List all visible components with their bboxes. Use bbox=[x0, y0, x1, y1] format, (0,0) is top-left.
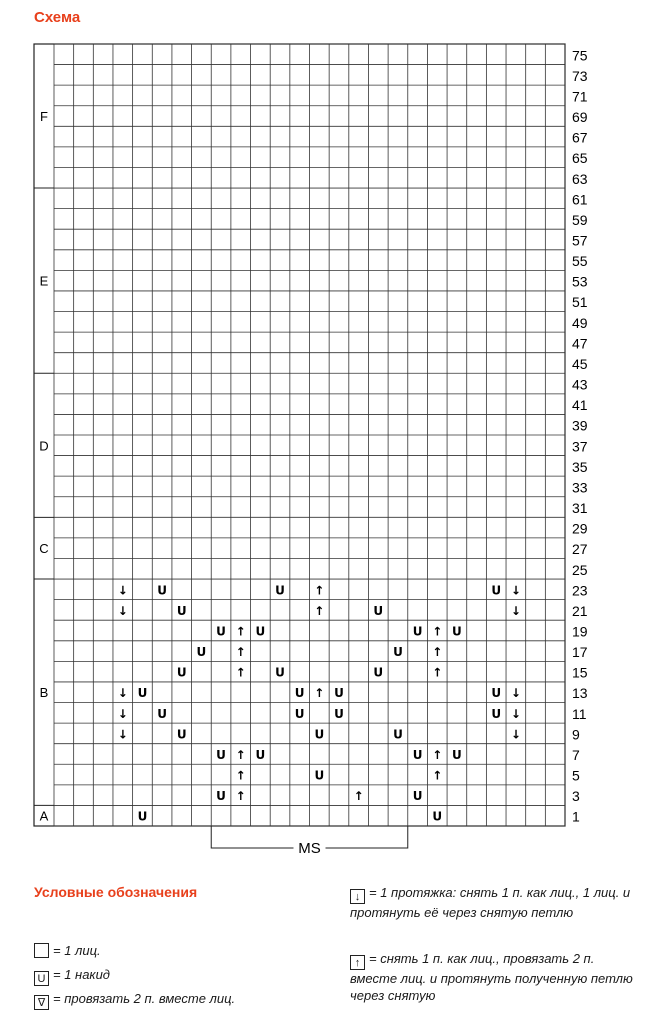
stitch-symbol: ↓ bbox=[510, 686, 521, 701]
stitch-symbol: ↑ bbox=[432, 665, 443, 680]
stitch-symbol: U bbox=[137, 686, 148, 701]
row-number: 25 bbox=[572, 561, 588, 578]
stitch-symbol: U bbox=[275, 583, 285, 598]
stitch-symbol: ↑ bbox=[235, 624, 246, 639]
stitch-symbol: ↑ bbox=[235, 645, 246, 660]
stitch-symbol: ↑ bbox=[432, 624, 443, 639]
stitch-symbol: U bbox=[373, 665, 384, 680]
row-number: 45 bbox=[572, 355, 588, 372]
row-number: 59 bbox=[572, 211, 588, 228]
stitch-symbol: ↓ bbox=[117, 727, 128, 742]
legend-title: Условные обозначения bbox=[34, 884, 198, 900]
stitch-symbol: U bbox=[176, 665, 187, 680]
row-number: 43 bbox=[572, 376, 588, 393]
stitch-symbol: U bbox=[255, 624, 266, 639]
stitch-symbol: U bbox=[216, 624, 226, 639]
row-number: 23 bbox=[572, 582, 588, 599]
stitch-symbol: U bbox=[334, 686, 344, 701]
stitch-symbol: U bbox=[491, 686, 502, 701]
row-number: 17 bbox=[572, 644, 588, 661]
stitch-symbol: U bbox=[452, 747, 462, 762]
row-number: 39 bbox=[572, 417, 588, 434]
stitch-symbol: ↓ bbox=[117, 583, 128, 598]
stitch-symbol: U bbox=[314, 768, 325, 783]
stitch-symbol: U bbox=[216, 747, 226, 762]
stitch-symbol: ↓ bbox=[117, 603, 128, 618]
section-label: B bbox=[39, 685, 49, 701]
knit-stitch-icon bbox=[34, 943, 49, 958]
stitch-symbol: U bbox=[137, 809, 148, 824]
stitch-symbol: ↑ bbox=[353, 789, 364, 804]
stitch-symbol: ↑ bbox=[314, 603, 325, 618]
stitch-symbol: U bbox=[432, 809, 443, 824]
stitch-symbol: ↓ bbox=[117, 706, 128, 721]
stitch-symbol: U bbox=[157, 706, 167, 721]
stitch-symbol: ↑ bbox=[235, 768, 246, 783]
row-number: 11 bbox=[572, 705, 587, 722]
section-label: F bbox=[40, 109, 48, 125]
row-number: 31 bbox=[572, 500, 588, 517]
row-number: 21 bbox=[572, 602, 588, 619]
row-number: 1 bbox=[572, 808, 580, 825]
row-number: 65 bbox=[572, 150, 588, 167]
row-number: 67 bbox=[572, 129, 588, 146]
row-number: 15 bbox=[572, 664, 588, 681]
legend-sk2p: ↑ = снять 1 п. как лиц., провязать 2 п. вместе лиц. и протянуть полученную петлю через снятую bbox=[350, 951, 633, 1003]
legend-ssk: ↓ = 1 протяжка: снять 1 п. как лиц., 1 лиц. и протянуть её через снятую петлю bbox=[350, 885, 631, 920]
row-number: 29 bbox=[572, 520, 588, 537]
stitch-symbol: U bbox=[491, 706, 502, 721]
stitch-symbol: U bbox=[196, 645, 207, 660]
k2tog-icon: ∇ bbox=[34, 995, 49, 1010]
stitch-symbol: U bbox=[216, 789, 226, 804]
stitch-symbol: ↑ bbox=[235, 789, 246, 804]
stitch-symbol: U bbox=[491, 583, 502, 598]
stitch-symbol: ↑ bbox=[314, 583, 325, 598]
stitch-symbol: U bbox=[412, 789, 423, 804]
stitch-symbol: U bbox=[412, 747, 423, 762]
stitch-symbol: U bbox=[176, 727, 187, 742]
stitch-symbol: ↑ bbox=[432, 645, 443, 660]
row-number: 55 bbox=[572, 253, 588, 270]
stitch-symbol: ↑ bbox=[432, 768, 443, 783]
row-number: 27 bbox=[572, 541, 588, 558]
row-number: 7 bbox=[572, 746, 580, 763]
stitch-symbol: ↓ bbox=[510, 727, 521, 742]
stitch-symbol: ↑ bbox=[235, 665, 246, 680]
yarn-over-icon: U bbox=[34, 971, 49, 986]
stitch-symbol: U bbox=[412, 624, 423, 639]
row-number: 53 bbox=[572, 273, 588, 290]
stitch-symbol: U bbox=[334, 706, 344, 721]
stitch-symbol: ↓ bbox=[510, 706, 521, 721]
row-number: 3 bbox=[572, 788, 580, 805]
row-number: 61 bbox=[572, 191, 588, 208]
stitch-symbol: ↓ bbox=[510, 583, 521, 598]
row-number: 69 bbox=[572, 109, 588, 126]
stitch-symbol: ↓ bbox=[510, 603, 521, 618]
row-number: 37 bbox=[572, 438, 588, 455]
stitch-symbol: U bbox=[393, 645, 403, 660]
ms-label: MS bbox=[298, 840, 321, 857]
row-number: 47 bbox=[572, 335, 588, 352]
stitch-symbol: U bbox=[452, 624, 462, 639]
row-number: 75 bbox=[572, 47, 588, 64]
stitch-symbol: U bbox=[255, 747, 266, 762]
row-number: 73 bbox=[572, 67, 588, 84]
sk2p-arrow-up-icon: ↑ bbox=[350, 955, 365, 970]
row-number: 19 bbox=[572, 623, 588, 640]
stitch-symbol: U bbox=[314, 727, 325, 742]
row-number: 51 bbox=[572, 294, 588, 311]
stitch-symbol: ↑ bbox=[432, 747, 443, 762]
legend-k2tog: ∇ = провязать 2 п. вместе лиц. bbox=[34, 990, 235, 1010]
stitch-symbol: U bbox=[373, 603, 384, 618]
stitch-symbol: U bbox=[294, 706, 305, 721]
stitch-symbol: U bbox=[393, 727, 403, 742]
row-number: 35 bbox=[572, 458, 588, 475]
row-number: 49 bbox=[572, 314, 588, 331]
chart-title: Схема bbox=[34, 9, 81, 26]
stitch-symbol: ↓ bbox=[117, 686, 128, 701]
stitch-symbol: U bbox=[275, 665, 285, 680]
stitch-symbol: U bbox=[294, 686, 305, 701]
stitch-symbol: ↑ bbox=[314, 686, 325, 701]
section-label: E bbox=[39, 273, 49, 289]
row-number: 5 bbox=[572, 767, 580, 784]
row-number: 41 bbox=[572, 397, 588, 414]
row-number: 13 bbox=[572, 685, 588, 702]
row-number: 63 bbox=[572, 170, 588, 187]
row-number: 57 bbox=[572, 232, 588, 249]
stitch-symbol: ↑ bbox=[235, 747, 246, 762]
section-label: C bbox=[39, 541, 49, 557]
legend-knit: = 1 лиц. bbox=[34, 942, 101, 959]
section-label: D bbox=[39, 438, 49, 454]
row-number: 9 bbox=[572, 726, 580, 743]
stitch-symbol: U bbox=[176, 603, 187, 618]
section-label: A bbox=[39, 808, 49, 824]
legend-yarnover: U = 1 накид bbox=[34, 966, 110, 986]
row-number: 71 bbox=[572, 88, 588, 105]
ssk-arrow-down-icon: ↓ bbox=[350, 889, 365, 904]
row-number: 33 bbox=[572, 479, 588, 496]
stitch-symbol: U bbox=[157, 583, 167, 598]
